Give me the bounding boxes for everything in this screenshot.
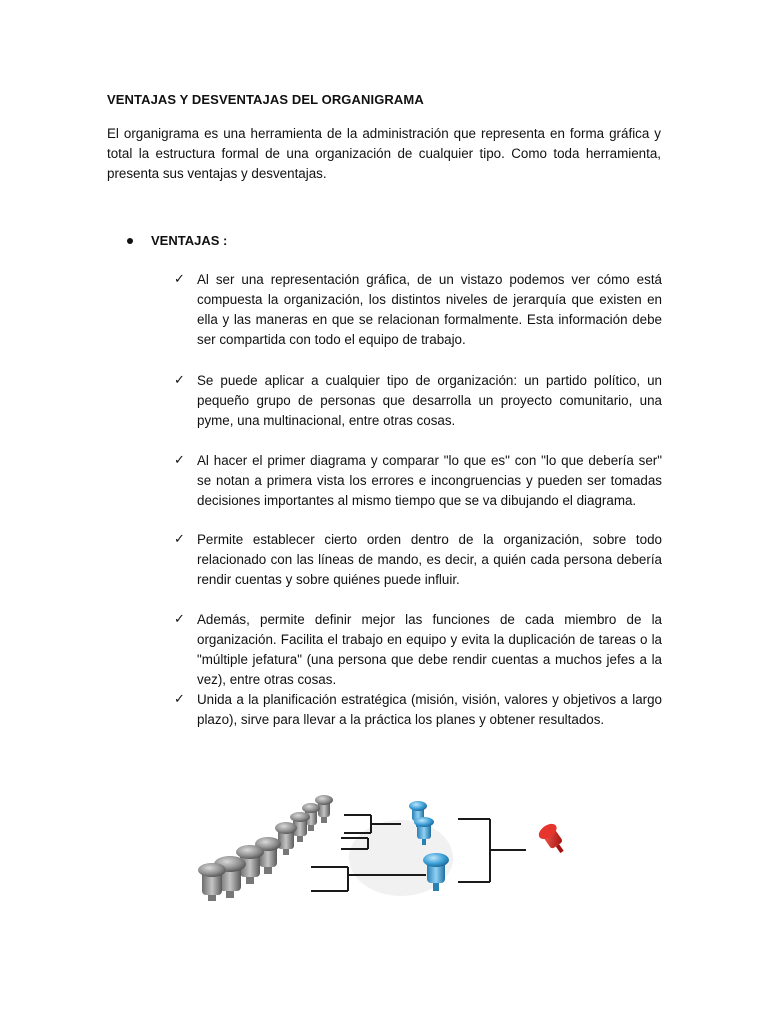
advantage-text: Además, permite definir mejor las funciones de cada miembro de la organización. Facilita el trabajo en equipo y evita la duplicación de tareas o la "múltiple jefatura" (una persona que debe rendir cuentas a muchos jefes a la vez), entre otras cosas. <box>197 612 662 687</box>
bullet-icon <box>127 238 133 244</box>
advantage-text: Al ser una representación gráfica, de un vistazo podemos ver cómo está compuesta la organización, los distintos niveles de jerarquía que existen en ella y las maneras en que se relacionan formalmente. Esta información debe ser compartida con todo el equipo de trabajo. <box>197 272 662 347</box>
checkmark-icon: ✓ <box>174 612 185 627</box>
advantage-text: Permite establecer cierto orden dentro de la organización, sobre todo relacionado con las líneas de mando, es decir, a quién cada persona debería rendir cuentas y sobre quiénes puede influir. <box>197 532 662 587</box>
ventajas-heading-label: VENTAJAS : <box>151 233 228 248</box>
checkmark-icon: ✓ <box>174 692 185 707</box>
advantage-item-5 <box>174 610 662 690</box>
red-pin-icon <box>536 821 570 858</box>
advantage-text: Se puede aplicar a cualquier tipo de organización: un partido político, un pequeño grupo de personas que desarrolla un proyecto comunitario, una pyme, una multinacional, entre otras cosas. <box>197 373 662 428</box>
document-title: VENTAJAS Y DESVENTAJAS DEL ORGANIGRAMA <box>107 92 424 107</box>
intro-paragraph: El organigrama es una herramienta de la administración que representa en forma gráfica y total la estructura formal de una organización de cualquier tipo. Como toda herramienta, presenta sus ventajas y desventajas. <box>107 126 661 181</box>
advantage-item-2 <box>174 371 662 431</box>
checkmark-icon: ✓ <box>174 453 185 468</box>
checkmark-icon: ✓ <box>174 272 185 287</box>
gray-pin-group <box>198 795 333 901</box>
advantage-item-4 <box>174 530 662 590</box>
advantage-item-3 <box>174 451 662 511</box>
advantage-item-1 <box>174 270 662 350</box>
advantage-text: Unida a la planificación estratégica (misión, visión, valores y objetivos a largo plazo), sirve para llevar a la práctica los planes y obtener resultados. <box>197 692 662 727</box>
checkmark-icon: ✓ <box>174 532 185 547</box>
org-chart-illustration <box>196 783 580 905</box>
advantage-item-6 <box>174 690 662 730</box>
checkmark-icon: ✓ <box>174 373 185 388</box>
ventajas-heading <box>127 233 227 248</box>
advantage-text: Al hacer el primer diagrama y comparar "lo que es" con "lo que debería ser" se notan a primera vista los errores e incongruencias y pueden ser tomadas decisiones importantes al mismo tiempo que se va dibujando el diagrama. <box>197 453 662 508</box>
